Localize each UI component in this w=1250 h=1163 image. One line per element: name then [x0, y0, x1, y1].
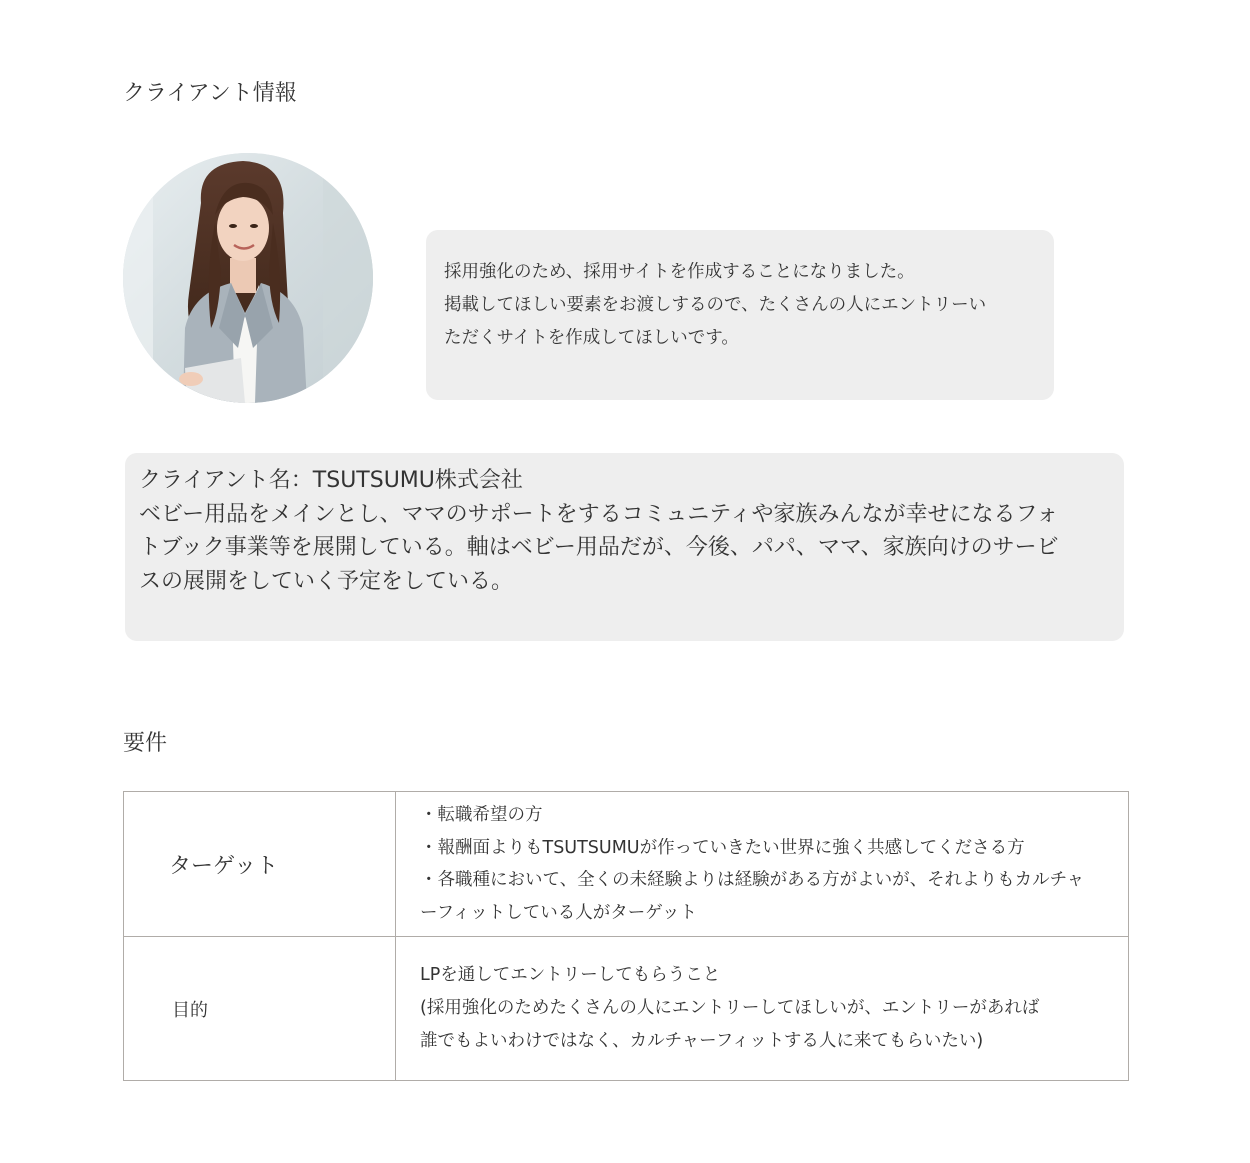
target-line: ーフィットしている人がターゲット: [420, 902, 698, 923]
client-description-line: トブック事業等を展開している。軸はベビー用品だが、今後、パパ、ママ、家族向けのサービ: [139, 535, 1059, 560]
target-content: [396, 792, 1129, 937]
client-message-line: ただくサイトを作成してほしいです。: [444, 328, 739, 348]
client-name: クライアント名：TSUTSUMU株式会社: [139, 468, 523, 493]
client-message-line: 採用強化のため、採用サイトを作成することになりました。: [444, 262, 915, 282]
client-avatar: [123, 153, 373, 403]
client-message-line: 掲載してほしい要素をお渡しするので、たくさんの人にエントリーい: [444, 295, 987, 315]
purpose-line: LPを通してエントリーしてもらうこと: [420, 965, 721, 985]
client-description-line: ベビー用品をメインとし、ママのサポートをするコミュニティや家族みんなが幸せになるフォ: [139, 501, 1059, 527]
target-line: ・転職希望の方: [420, 805, 543, 825]
target-label: ターゲット: [124, 792, 396, 937]
table-row: [124, 937, 1129, 1081]
table-row: [124, 792, 1129, 937]
purpose-line: 誰でもよいわけではなく、カルチャーフィットする人に来てもらいたい): [420, 1031, 984, 1051]
client-description-box: [125, 453, 1124, 641]
client-info-heading: クライアント情報: [123, 81, 297, 106]
requirements-heading: 要件: [123, 731, 168, 756]
target-line: ・各職種において、全くの未経験よりは経験がある方がよいが、それよりもカルチャ: [420, 870, 1085, 890]
purpose-line: (採用強化のためたくさんの人にエントリーしてほしいが、エントリーがあれば: [420, 998, 1040, 1018]
target-line: ・報酬面よりもTSUTSUMUが作っていきたい世界に強く共感してくださる方: [420, 837, 1025, 858]
purpose-content: [396, 937, 1129, 1081]
client-message-bubble: [426, 230, 1054, 400]
requirements-table: [123, 791, 1129, 1081]
purpose-label: 目的: [124, 937, 396, 1081]
client-description-line: スの展開をしていく予定をしている。: [139, 568, 514, 594]
